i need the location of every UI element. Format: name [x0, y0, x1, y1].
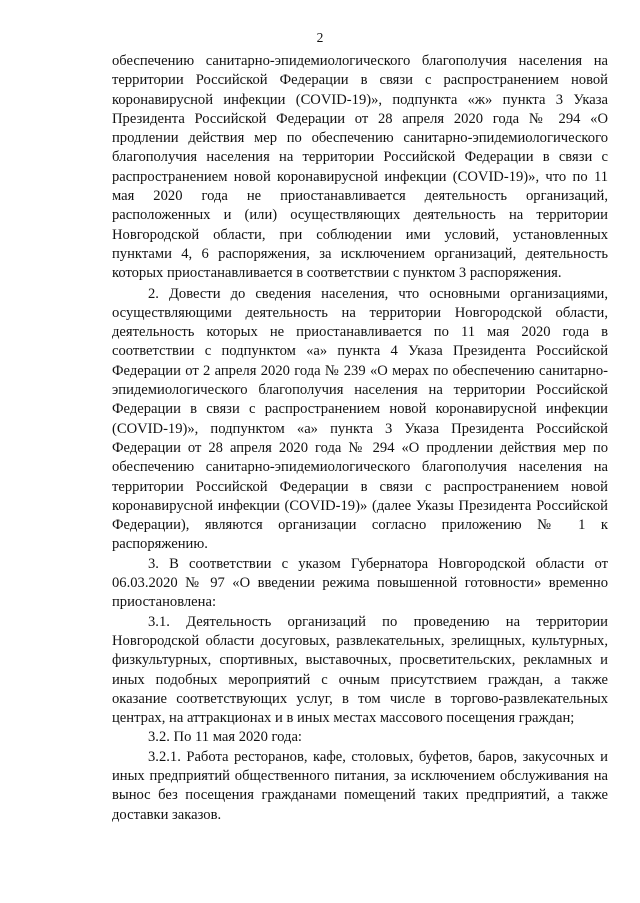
paragraph-continuation: обеспечению санитарно-эпидемиологического благополучия населения на территории Российской Федерации в связи с распространением новой коронавирусной инфекции (COVID-19)», подпункта «ж» пункта 3 Указа Президента Российской Федерации от 28 апреля 2020 года № 294 «О продлении действия мер по обеспечению санитарно-эпидемиологического благополучия населения на территории Российской Федерации в связи с распространением новой коронавирусной инфекции (COVID-19)», что по 11 мая 2020 года не приостанавливается деятельность организаций, расположенных и (или) осуществляющих деятельность на территории Новгородской области, при соблюдении ими условий, установленных пунктами 4, 6 распоряжения, за исключением организаций, деятельность которых приостанавливается в соответствии с пунктом 3 распоряжения. — [112, 53, 608, 282]
paragraph-item-3-2-1: 3.2.1. Работа ресторанов, кафе, столовых, буфетов, баров, закусочных и иных предприятий общественного питания, за исключением обслуживания на вынос без посещения гражданами помещений таких предприятий, а также доставки заказов. — [112, 748, 608, 823]
paragraph-item-2: 2. Довести до сведения населения, что основными организациями, осуществляющими деятельность на территории Новгородской области, деятельность которых не приостанавливается по 11 мая 2020 года в соответствии с подпунктом «а» пункта 4 Указа Президента Российской Федерации от 2 апреля 2020 года № 239 «О мерах по обеспечению санитарно-эпидемиологического благополучия населения на территории Российской Федерации в связи с распространением новой коронавирусной инфекции (COVID-19)», подпунктом «а» пункта 3 Указа Президента Российской Федерации от 28 апреля 2020 года № 294 «О продлении действия мер по обеспечению санитарно-эпидемиологического благополучия населения на территории Российской Федерации в связи с распространением новой коронавирусной инфекции (COVID-19)» (далее Указы Президента Российской Федерации), являются организации согласно приложению № 1 к распоряжению. — [112, 285, 608, 553]
paragraph-item-3: 3. В соответствии с указом Губернатора Новгородской области от 06.03.2020 № 97 «О введении режима повышенной готовности» временно приостановлена: — [112, 555, 608, 611]
paragraph-item-3-1: 3.1. Деятельность организаций по проведению на территории Новгородской области досуговых, развлекательных, зрелищных, культурных, физкультурных, спортивных, выставочных, просветительских, рекламных и иных подобных мероприятий с очным присутствием граждан, а также оказание соответствующих услуг, в том числе в торгово-развлекательных центрах, на аттракционах и в иных местах массового посещения граждан; — [112, 613, 608, 727]
document-body — [112, 52, 608, 825]
page-number: 2 — [316, 30, 324, 45]
paragraph-item-3-2: 3.2. По 11 мая 2020 года: — [148, 729, 302, 746]
